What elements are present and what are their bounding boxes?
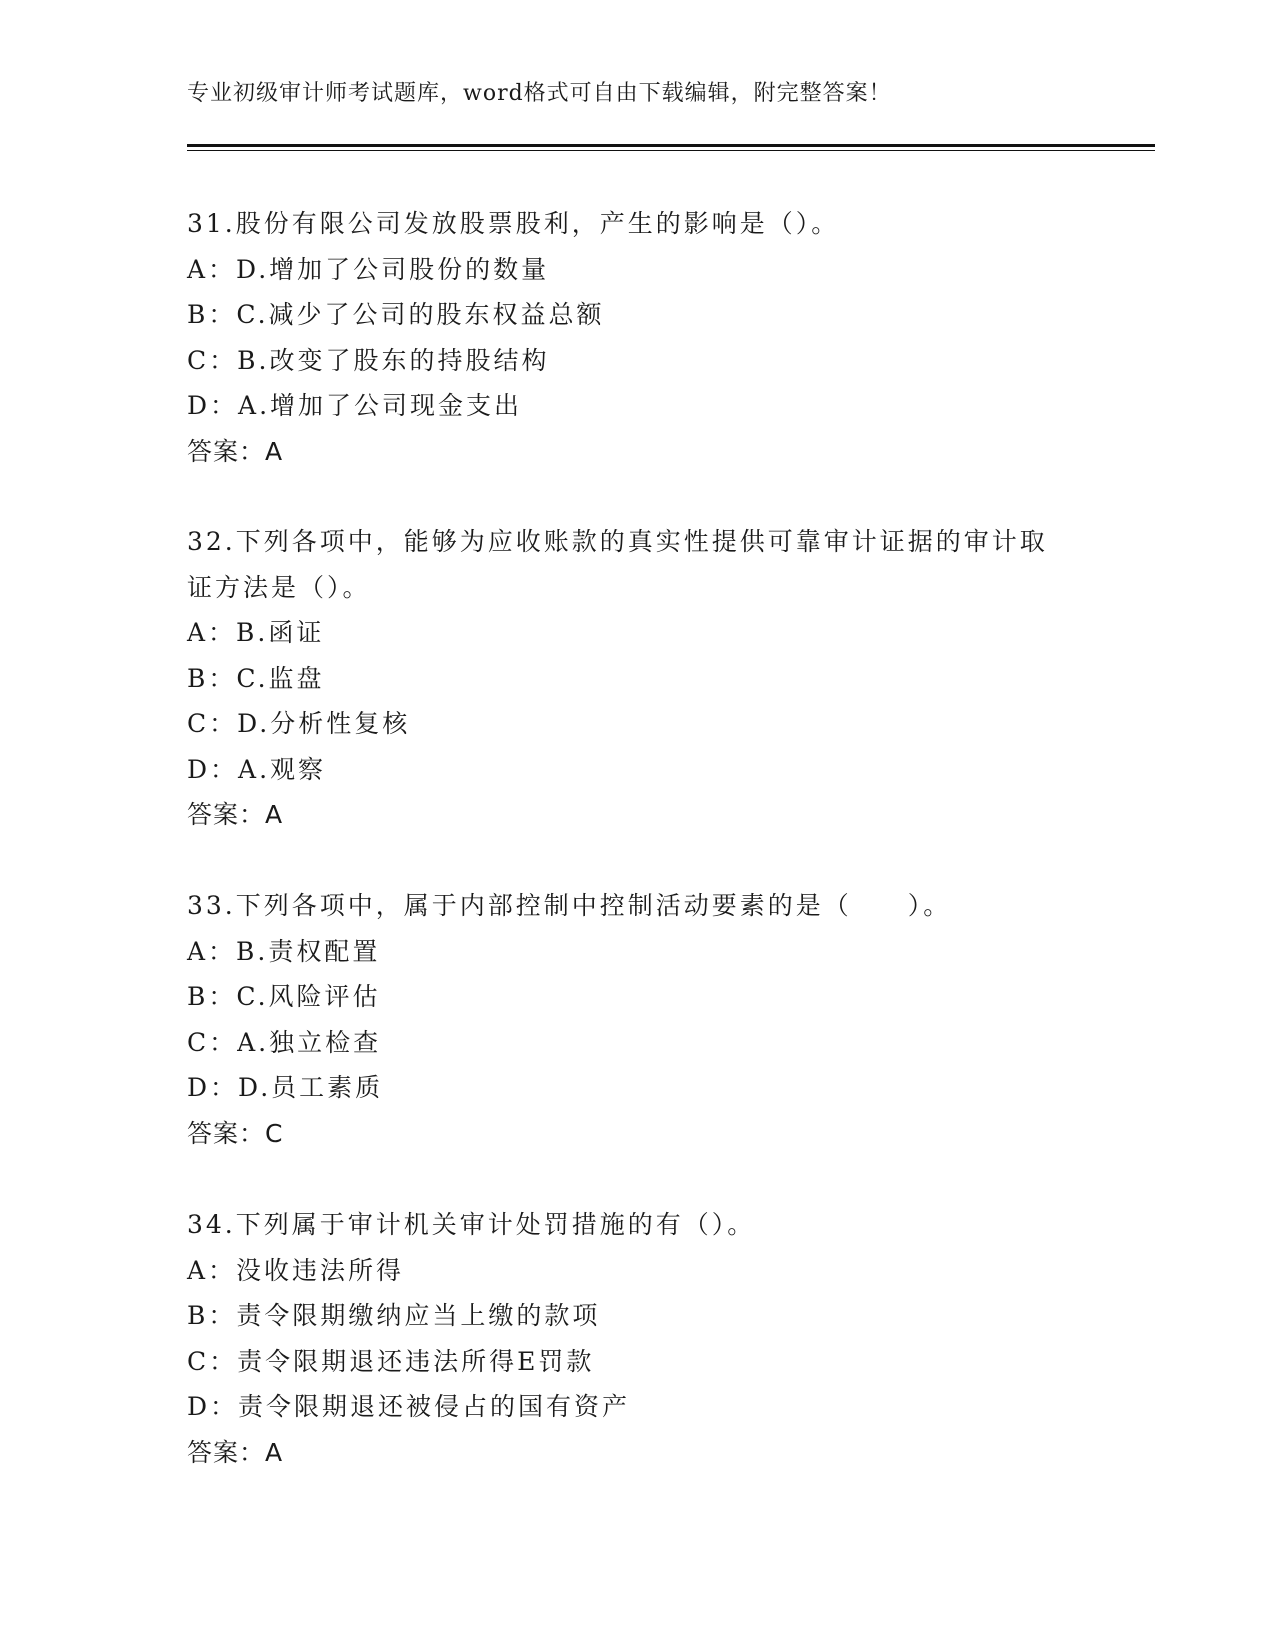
answer: 答案：C xyxy=(187,1118,284,1148)
option-c: C：B.改变了股东的持股结构 xyxy=(187,345,550,375)
page-header: 专业初级审计师考试题库，word格式可自由下载编辑，附完整答案！ xyxy=(187,81,892,106)
answer: 答案：A xyxy=(187,800,284,829)
option-b: B：C.减少了公司的股东权益总额 xyxy=(187,300,605,329)
question-stem: 34.下列属于审计机关审计处罚措施的有（）。 xyxy=(187,1210,756,1239)
option-b: B：C.监盘 xyxy=(187,663,325,693)
question-33 xyxy=(187,883,1087,1156)
question-34 xyxy=(187,1202,1087,1475)
question-stem: 32.下列各项中，能够为应收账款的真实性提供可靠审计证据的审计取 xyxy=(187,527,1048,556)
option-c: C：D.分析性复核 xyxy=(187,709,411,738)
answer: 答案：A xyxy=(187,1437,284,1467)
option-b: B：C.风险评估 xyxy=(187,982,381,1011)
option-d: D：A.增加了公司现金支出 xyxy=(187,391,523,420)
answer: 答案：A xyxy=(187,436,284,466)
question-31 xyxy=(187,201,1087,474)
option-d: D：A.观察 xyxy=(187,754,327,784)
question-stem: 31.股份有限公司发放股票股利，产生的影响是（）。 xyxy=(187,209,840,238)
option-a: A：B.函证 xyxy=(187,618,325,647)
option-c: C：A.独立检查 xyxy=(187,1027,382,1057)
option-a: A：D.增加了公司股份的数量 xyxy=(187,254,550,284)
header-rule-thin xyxy=(187,150,1155,151)
question-stem: 33.下列各项中，属于内部控制中控制活动要素的是（ ）。 xyxy=(187,891,952,920)
option-b: B：责令限期缴纳应当上缴的款项 xyxy=(187,1301,601,1330)
question-32 xyxy=(187,519,1087,838)
option-d: D：责令限期退还被侵占的国有资产 xyxy=(187,1392,631,1421)
option-c: C：责令限期退还违法所得E罚款 xyxy=(187,1346,595,1376)
question-stem-continued: 证方法是（）。 xyxy=(187,572,371,602)
option-d: D：D.员工素质 xyxy=(187,1073,384,1102)
option-a: A：没收违法所得 xyxy=(187,1255,405,1285)
header-rule-thick xyxy=(187,144,1155,147)
option-a: A：B.责权配置 xyxy=(187,936,381,966)
